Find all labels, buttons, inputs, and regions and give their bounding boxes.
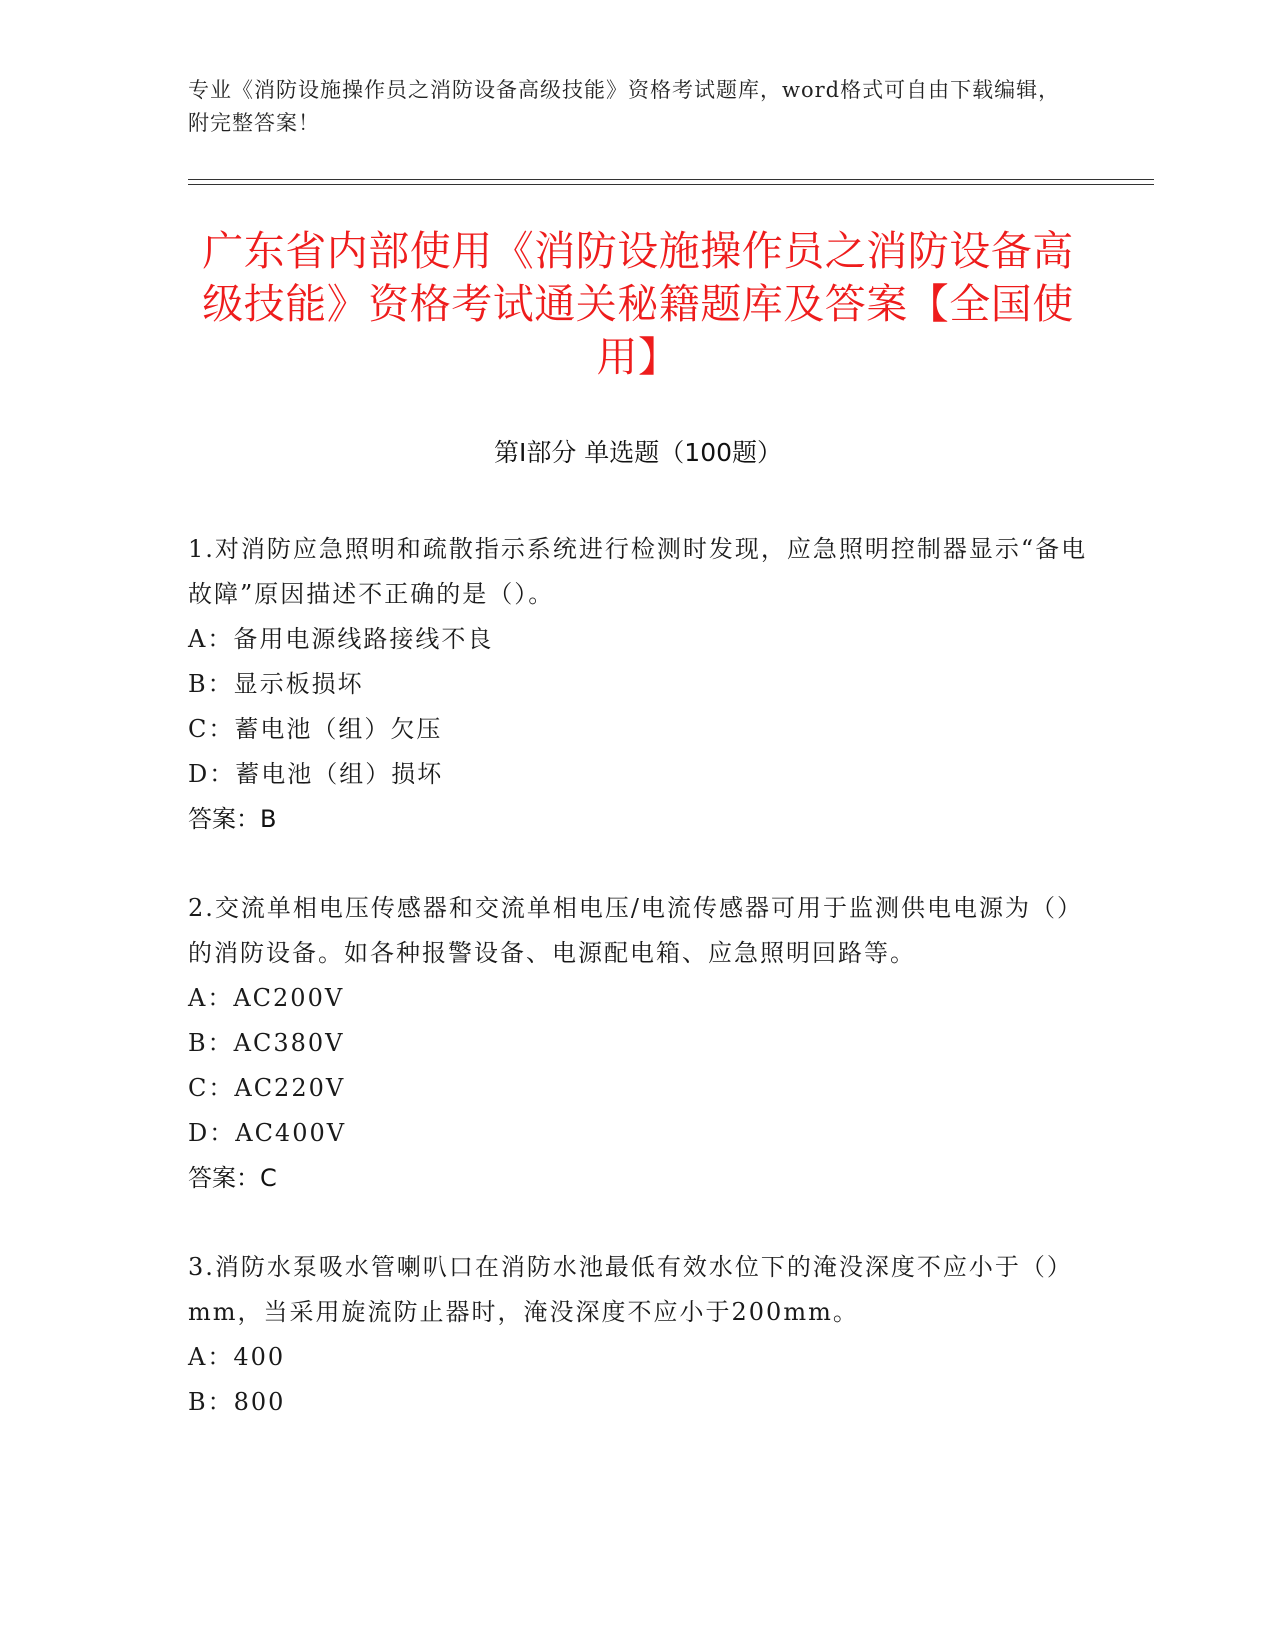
question-stem: 1.对消防应急照明和疏散指示系统进行检测时发现，应急照明控制器显示“备电故障”原因描述不正确的是（）。 xyxy=(188,535,1088,608)
question-stem: 3.消防水泵吸水管喇叭口在消防水池最低有效水位下的淹没深度不应小于（）mm，当采用旋流防止器时，淹没深度不应小于200mm。 xyxy=(188,1253,1073,1326)
option-b: B：AC380V xyxy=(188,1029,345,1057)
option-b: B：800 xyxy=(188,1388,286,1416)
option-d: D：AC400V xyxy=(188,1119,347,1147)
option-d: D：蓄电池（组）损坏 xyxy=(188,760,444,788)
option-b: B：显示板损坏 xyxy=(188,670,364,698)
question-stem: 2.交流单相电压传感器和交流单相电压/电流传感器可用于监测供电电源为（）的消防设备。如各种报警设备、电源配电箱、应急照明回路等。 xyxy=(188,894,1083,967)
question-item xyxy=(188,1245,1088,1425)
question-list xyxy=(188,527,1088,1469)
option-c: C：AC220V xyxy=(188,1074,346,1102)
question-item xyxy=(188,886,1088,1201)
question-item xyxy=(188,527,1088,842)
option-a: A：AC200V xyxy=(188,984,345,1012)
option-a: A：备用电源线路接线不良 xyxy=(188,625,494,653)
header-divider-line xyxy=(188,179,1154,180)
section-title: 第Ⅰ部分 单选题（100题） xyxy=(493,438,783,467)
answer-line: 答案：C xyxy=(188,1164,277,1192)
header-note: 专业《消防设施操作员之消防设备高级技能》资格考试题库，word格式可自由下载编辑，附完整答案！ xyxy=(188,78,1061,135)
header-divider-line-second xyxy=(188,184,1154,185)
option-a: A：400 xyxy=(188,1343,286,1371)
answer-line: 答案：B xyxy=(188,805,277,833)
option-c: C：蓄电池（组）欠压 xyxy=(188,715,443,743)
document-title: 广东省内部使用《消防设施操作员之消防设备高级技能》资格考试通关秘籍题库及答案【全国使用】 xyxy=(202,227,1074,381)
